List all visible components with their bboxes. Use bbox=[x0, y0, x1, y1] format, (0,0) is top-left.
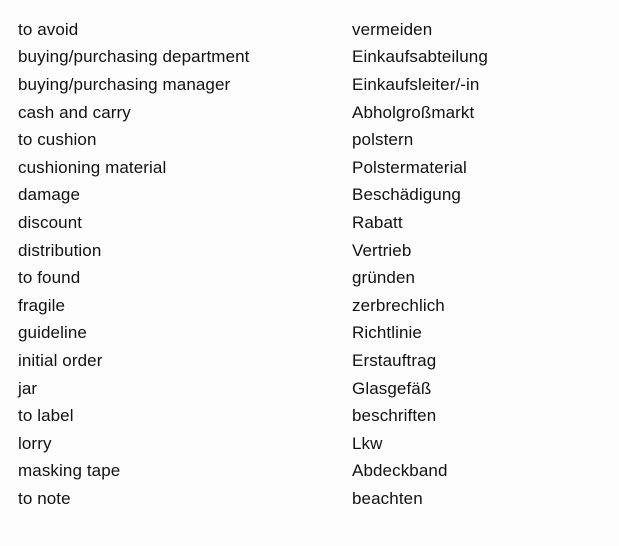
english-term: buying/purchasing department bbox=[18, 47, 250, 67]
german-term: Glasgefäß bbox=[352, 378, 432, 398]
german-term: Polstermaterial bbox=[352, 157, 467, 177]
german-term: vermeiden bbox=[352, 19, 433, 39]
english-term: to label bbox=[18, 406, 74, 426]
vocab-row bbox=[18, 126, 598, 154]
english-term: damage bbox=[18, 185, 81, 205]
german-term: beachten bbox=[352, 488, 423, 508]
german-term: Abdeckband bbox=[352, 461, 448, 481]
german-term: Rabatt bbox=[352, 212, 403, 232]
german-term: beschriften bbox=[352, 406, 437, 426]
vocab-row bbox=[18, 237, 598, 265]
vocab-row bbox=[18, 264, 598, 292]
english-term: distribution bbox=[18, 240, 102, 260]
german-term: Einkaufsleiter/-in bbox=[352, 74, 480, 94]
english-term: buying/purchasing manager bbox=[18, 74, 231, 94]
vocab-row bbox=[18, 292, 598, 320]
german-term: polstern bbox=[352, 130, 414, 150]
vocabulary-list bbox=[18, 16, 598, 513]
vocab-row bbox=[18, 320, 598, 348]
german-term: Einkaufsabteilung bbox=[352, 47, 488, 67]
german-term: Vertrieb bbox=[352, 240, 412, 260]
vocab-row bbox=[18, 182, 598, 210]
vocab-row bbox=[18, 430, 598, 458]
vocab-row bbox=[18, 402, 598, 430]
german-term: zerbrechlich bbox=[352, 295, 445, 315]
english-term: masking tape bbox=[18, 461, 121, 481]
english-term: lorry bbox=[18, 433, 52, 453]
english-term: to cushion bbox=[18, 130, 97, 150]
vocab-row bbox=[18, 154, 598, 182]
vocab-row bbox=[18, 375, 598, 403]
english-term: to note bbox=[18, 488, 71, 508]
english-term: discount bbox=[18, 212, 83, 232]
english-term: cushioning material bbox=[18, 157, 167, 177]
german-term: Abholgroßmarkt bbox=[352, 102, 475, 122]
german-term: gründen bbox=[352, 268, 416, 288]
vocab-row bbox=[18, 44, 598, 72]
vocab-row bbox=[18, 16, 598, 44]
german-term: Richtlinie bbox=[352, 323, 422, 343]
vocab-row bbox=[18, 347, 598, 375]
german-term: Erstauftrag bbox=[352, 350, 437, 370]
english-term: initial order bbox=[18, 350, 103, 370]
vocab-row bbox=[18, 485, 598, 513]
english-term: to found bbox=[18, 268, 81, 288]
vocab-row bbox=[18, 99, 598, 127]
vocab-row bbox=[18, 209, 598, 237]
english-term: guideline bbox=[18, 323, 87, 343]
vocab-row bbox=[18, 458, 598, 486]
german-term: Lkw bbox=[352, 433, 383, 453]
english-term: to avoid bbox=[18, 19, 79, 39]
english-term: fragile bbox=[18, 295, 66, 315]
german-term: Beschädigung bbox=[352, 185, 461, 205]
vocab-row bbox=[18, 71, 598, 99]
english-term: jar bbox=[18, 378, 38, 398]
english-term: cash and carry bbox=[18, 102, 131, 122]
